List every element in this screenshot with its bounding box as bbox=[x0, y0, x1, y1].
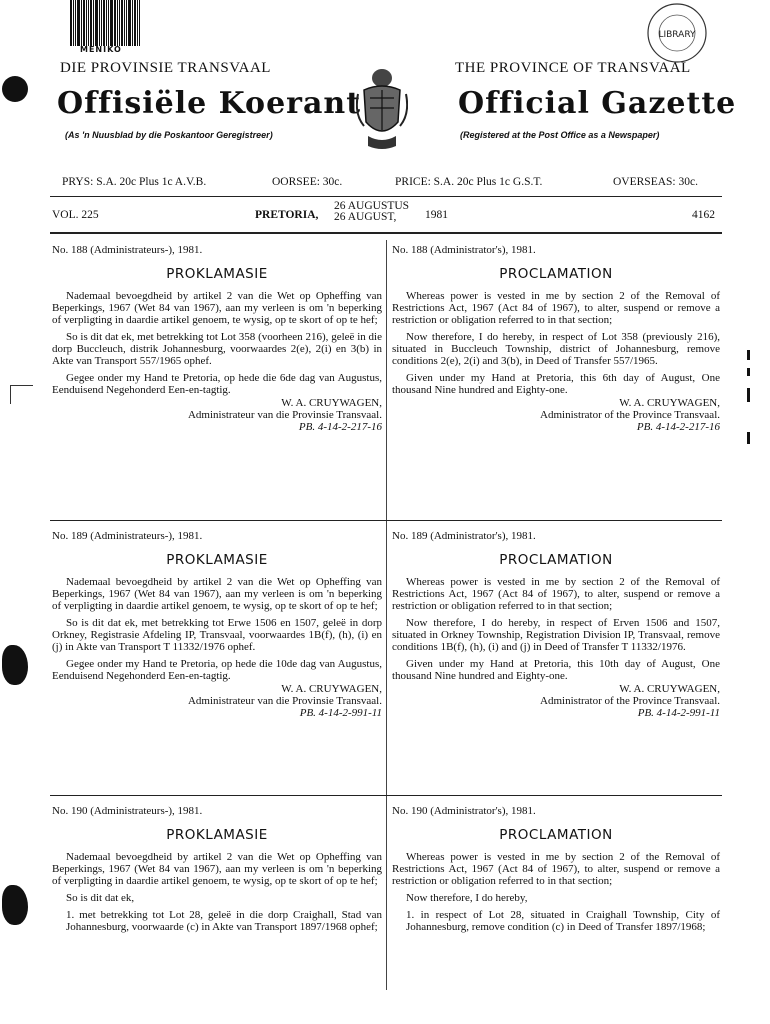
reference-number: PB. 4-14-2-217-16 bbox=[636, 421, 720, 433]
barcode-bar bbox=[119, 0, 120, 46]
reference-number: PB. 4-14-2-991-11 bbox=[637, 707, 720, 719]
barcode-bar bbox=[90, 0, 92, 46]
notice-paragraph: Gegee onder my Hand te Pretoria, op hede die 6de dag van Augustus, Eenduisend Negehonderd Een-en-tagtig. bbox=[52, 372, 382, 396]
afr-registration-note: (As 'n Nuusblad by die Poskantoor Geregistreer) bbox=[65, 130, 273, 140]
eng-overseas-price: OVERSEAS: 30c. bbox=[613, 176, 698, 188]
date-eng: 26 AUGUST, bbox=[334, 211, 397, 223]
barcode-bar bbox=[99, 0, 100, 46]
notice-heading: PROCLAMATION bbox=[499, 827, 613, 843]
issue-date bbox=[334, 201, 409, 223]
barcode-bar bbox=[81, 0, 82, 46]
barcode-bar bbox=[137, 0, 138, 46]
issue-year: 1981 bbox=[425, 209, 448, 221]
signature-name: W. A. CRUYWAGEN, bbox=[281, 397, 382, 409]
notice-paragraph: So is dit dat ek, met betrekking tot Erwe 1506 en 1507, geleë in dorp Orkney, Registrasie Afdeling IP, Transvaal, voorwaardes 1B(f), (h), (i) en (j) in Akte van Transport T 11332/1976 ophef. bbox=[52, 617, 382, 653]
barcode-bar bbox=[70, 0, 72, 46]
notice-paragraph: Now therefore, I do hereby, bbox=[406, 892, 528, 904]
notice-heading: PROCLAMATION bbox=[499, 266, 613, 282]
divider bbox=[50, 795, 722, 796]
signature-title: Administrator of the Province Transvaal. bbox=[540, 409, 720, 421]
reference-number: PB. 4-14-2-217-16 bbox=[298, 421, 382, 433]
barcode-bar bbox=[103, 0, 105, 46]
signature-title: Administrator of the Province Transvaal. bbox=[540, 695, 720, 707]
barcode-bar bbox=[114, 0, 116, 46]
afr-price: PRYS: S.A. 20c Plus 1c A.V.B. bbox=[62, 176, 207, 188]
scan-mark bbox=[10, 385, 33, 404]
barcode-bar bbox=[106, 0, 107, 46]
notice-paragraph: Whereas power is vested in me by section 2 of the Removal of Restrictions Act, 1967 (Act 84 of 1967), to alter, suspend or remove a restriction or obligation referred to in that section; bbox=[392, 851, 720, 887]
afr-province-subtitle: DIE PROVINSIE TRANSVAAL bbox=[60, 60, 271, 76]
barcode-bar bbox=[132, 0, 133, 46]
barcode-bar bbox=[134, 0, 136, 46]
barcode-bar bbox=[126, 0, 127, 46]
notice-heading: PROKLAMASIE bbox=[166, 552, 268, 568]
barcode-bar bbox=[75, 0, 76, 46]
place: PRETORIA, bbox=[255, 209, 319, 221]
notice-number: No. 189 (Administrator's), 1981. bbox=[392, 530, 536, 542]
notice-paragraph: So is dit dat ek, met betrekking tot Lot 358 (voorheen 216), geleë in die dorp Buccleuch, distrik Johannesburg, voorwaardes 2(e), 2(i) en 3(b) in Akte van Transport 557/1965 ophef. bbox=[52, 331, 382, 367]
barcode-bar bbox=[77, 0, 80, 46]
punch-hole-mark bbox=[2, 76, 28, 102]
notice-list-item: 1. met betrekking tot Lot 28, geleë in die dorp Craighall, Stad van Johannesburg, voorwaarde (c) in Akte van Transport 1897/1968 ophef; bbox=[66, 909, 382, 933]
divider bbox=[50, 232, 722, 234]
barcode-bar bbox=[121, 0, 123, 46]
library-stamp bbox=[636, 2, 718, 64]
barcode-bar bbox=[86, 0, 87, 46]
barcode-bar bbox=[83, 0, 85, 46]
signature-name: W. A. CRUYWAGEN, bbox=[619, 397, 720, 409]
notice-paragraph: Given under my Hand at Pretoria, this 6th day of August, One thousand Nine hundred and Eighty-one. bbox=[392, 372, 720, 396]
afr-overseas-price: OORSEE: 30c. bbox=[272, 176, 343, 188]
notice-number: No. 189 (Administrateurs-), 1981. bbox=[52, 530, 203, 542]
barcode-bar bbox=[88, 0, 89, 46]
notice-paragraph: Gegee onder my Hand te Pretoria, op hede die 10de dag van Augustus, Eenduisend Negehonderd Een-en-tagtig. bbox=[52, 658, 382, 682]
notice-number: No. 188 (Administrator's), 1981. bbox=[392, 244, 536, 256]
margin-marks bbox=[747, 350, 751, 460]
barcode-bar bbox=[139, 0, 140, 46]
barcode-bar bbox=[73, 0, 74, 46]
notice-paragraph: So is dit dat ek, bbox=[66, 892, 135, 904]
punch-hole-mark bbox=[2, 885, 28, 925]
signature-name: W. A. CRUYWAGEN, bbox=[281, 683, 382, 695]
notice-paragraph: Nademaal bevoegdheid by artikel 2 van die Wet op Opheffing van Beperkings, 1967 (Wet 84 van 1967), aan my verleen is om 'n beperking of verpligting in daardie artikel genoem, te wysig, op te skort of op te hef; bbox=[52, 576, 382, 612]
notice-list-item: 1. in respect of Lot 28, situated in Craighall Township, City of Johannesburg, remove condition (c) in Deed of Transfer 1897/1968; bbox=[406, 909, 720, 933]
notice-number: No. 188 (Administrateurs-), 1981. bbox=[52, 244, 203, 256]
notice-heading: PROKLAMASIE bbox=[166, 266, 268, 282]
signature-title: Administrateur van die Provinsie Transvaal. bbox=[187, 695, 382, 707]
barcode-bar bbox=[128, 0, 131, 46]
eng-gazette-title: Official Gazette bbox=[458, 86, 737, 121]
signature-name: W. A. CRUYWAGEN, bbox=[619, 683, 720, 695]
afr-gazette-title: Offisiële Koerant bbox=[57, 86, 362, 121]
column-divider bbox=[386, 240, 387, 990]
notice-paragraph: Given under my Hand at Pretoria, this 10th day of August, One thousand Nine hundred and Eighty-one. bbox=[392, 658, 720, 682]
eng-price: PRICE: S.A. 20c Plus 1c G.S.T. bbox=[395, 176, 543, 188]
signature-title: Administrateur van die Provinsie Transvaal. bbox=[187, 409, 382, 421]
notice-paragraph: Whereas power is vested in me by section 2 of the Removal of Restrictions Act, 1967 (Act 84 of 1967), to alter, suspend or remove a restriction or obligation referred to in that section; bbox=[392, 576, 720, 612]
notice-188-afrikaans bbox=[52, 244, 382, 433]
date-afr: 26 AUGUSTUS bbox=[334, 200, 410, 212]
divider bbox=[50, 520, 722, 521]
notice-189-english bbox=[392, 530, 720, 719]
punch-hole-mark bbox=[2, 645, 28, 685]
notice-190-afrikaans bbox=[52, 805, 382, 933]
volume-number: VOL. 225 bbox=[52, 209, 99, 221]
barcode-bar bbox=[110, 0, 113, 46]
notice-paragraph: Whereas power is vested in me by section 2 of the Removal of Restrictions Act, 1967 (Act 84 of 1967), to alter, suspend or remove a restriction or obligation referred to in that section; bbox=[392, 290, 720, 326]
barcode-bar bbox=[108, 0, 109, 46]
reference-number: PB. 4-14-2-991-11 bbox=[299, 707, 382, 719]
barcode-bar bbox=[95, 0, 98, 46]
notice-paragraph: Now therefore, I do hereby, in respect of Lot 358 (previously 216), situated in Buccleuch Township, district of Johannesburg, remove conditions 2(e), 2(i) and 3(b), in Deed of Transfer 557/1965. bbox=[392, 331, 720, 367]
barcode-bar bbox=[101, 0, 102, 46]
notice-heading: PROCLAMATION bbox=[499, 552, 613, 568]
notice-189-afrikaans bbox=[52, 530, 382, 719]
notice-190-english bbox=[392, 805, 720, 933]
notice-188-english bbox=[392, 244, 720, 433]
notice-number: No. 190 (Administrateurs-), 1981. bbox=[52, 805, 203, 817]
svg-text:LIBRARY: LIBRARY bbox=[658, 30, 696, 40]
eng-province-subtitle: THE PROVINCE OF TRANSVAAL bbox=[455, 60, 691, 76]
notice-paragraph: Now therefore, I do hereby, in respect of Erven 1506 and 1507, situated in Orkney Township, Registration Division IP, Transvaal, remove conditions 1B(f), (h), (i) and (j) in Deed of Transfer T 11332/1976. bbox=[392, 617, 720, 653]
coat-of-arms-icon bbox=[356, 64, 408, 152]
barcode-bar bbox=[124, 0, 125, 46]
barcode-bar bbox=[93, 0, 94, 46]
notice-paragraph: Nademaal bevoegdheid by artikel 2 van die Wet op Opheffing van Beperkings, 1967 (Wet 84 van 1967), aan my verleen is om 'n beperking of verpligting in daardie artikel genoem, te wysig, op te skort of op te hef; bbox=[52, 290, 382, 326]
notice-number: No. 190 (Administrator's), 1981. bbox=[392, 805, 536, 817]
barcode-label: MENIKO bbox=[80, 45, 122, 54]
divider bbox=[50, 196, 722, 197]
notice-paragraph: Nademaal bevoegdheid by artikel 2 van die Wet op Opheffing van Beperkings, 1967 (Wet 84 van 1967), aan my verleen is om 'n beperking of verpligting in daardie artikel genoem, te wysig, op te skort of op te hef; bbox=[52, 851, 382, 887]
notice-heading: PROKLAMASIE bbox=[166, 827, 268, 843]
barcode-bar bbox=[117, 0, 118, 46]
eng-registration-note: (Registered at the Post Office as a Newspaper) bbox=[460, 130, 660, 140]
issue-number: 4162 bbox=[692, 209, 715, 221]
barcode bbox=[70, 0, 140, 46]
